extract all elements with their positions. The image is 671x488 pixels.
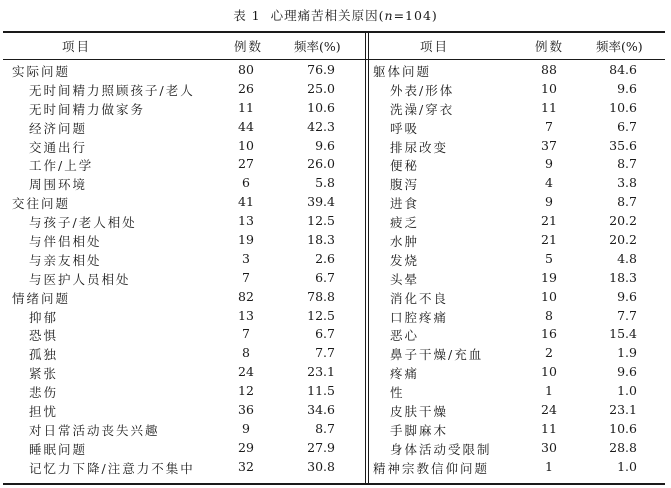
row-count: 19 bbox=[238, 232, 254, 248]
row-item: 进食 bbox=[390, 196, 420, 212]
row-item: 皮肤干燥 bbox=[390, 404, 449, 420]
row-count: 37 bbox=[541, 137, 557, 153]
row-freq: 34.6 bbox=[307, 402, 335, 418]
table-title-post: =104) bbox=[393, 8, 438, 23]
row-freq: 23.1 bbox=[609, 402, 637, 418]
row-count: 41 bbox=[238, 194, 254, 210]
row-count: 29 bbox=[238, 439, 254, 455]
row-freq: 9.6 bbox=[617, 288, 637, 304]
row-item: 鼻子干燥/充血 bbox=[390, 347, 484, 363]
row-freq: 8.7 bbox=[315, 420, 335, 436]
header-rule bbox=[3, 59, 665, 60]
row-count: 10 bbox=[541, 364, 557, 380]
row-freq: 8.7 bbox=[617, 156, 637, 172]
row-freq: 1.0 bbox=[617, 458, 637, 474]
row-freq: 6.7 bbox=[617, 118, 637, 134]
row-count: 21 bbox=[541, 232, 557, 248]
row-freq: 9.6 bbox=[617, 80, 637, 96]
row-item: 口腔疼痛 bbox=[390, 309, 449, 325]
row-count: 10 bbox=[541, 288, 557, 304]
row-count: 9 bbox=[545, 156, 553, 172]
row-item: 实际问题 bbox=[12, 64, 71, 79]
row-item: 便秘 bbox=[390, 158, 420, 174]
column-divider bbox=[365, 31, 366, 485]
row-item: 身体活动受限制 bbox=[390, 441, 492, 457]
row-count: 13 bbox=[238, 307, 254, 323]
row-item: 躯体问题 bbox=[373, 64, 432, 79]
row-count: 3 bbox=[242, 250, 250, 266]
row-count: 88 bbox=[541, 62, 557, 77]
row-count: 12 bbox=[238, 383, 254, 399]
row-item: 紧张 bbox=[29, 366, 59, 382]
header-count-right: 例数 bbox=[535, 39, 565, 54]
row-freq: 10.6 bbox=[609, 420, 637, 436]
row-freq: 12.5 bbox=[307, 213, 335, 229]
row-item: 无时间精力做家务 bbox=[29, 101, 146, 117]
row-count: 11 bbox=[541, 99, 557, 115]
row-freq: 27.9 bbox=[307, 439, 335, 455]
row-item: 排尿改变 bbox=[390, 139, 449, 155]
row-count: 8 bbox=[242, 345, 250, 361]
row-item: 睡眠问题 bbox=[29, 441, 88, 457]
row-item: 对日常活动丧失兴趣 bbox=[29, 422, 160, 438]
header-count-left: 例数 bbox=[234, 39, 264, 54]
row-freq: 20.2 bbox=[609, 232, 637, 248]
bottom-rule bbox=[3, 483, 665, 485]
row-freq: 9.6 bbox=[315, 137, 335, 153]
row-count: 6 bbox=[242, 175, 250, 191]
row-freq: 28.8 bbox=[609, 439, 637, 455]
table-number: 表 1 bbox=[233, 8, 261, 23]
row-freq: 42.3 bbox=[307, 118, 335, 134]
row-count: 9 bbox=[545, 194, 553, 210]
row-item: 头晕 bbox=[390, 271, 420, 287]
column-divider bbox=[368, 31, 369, 485]
row-item: 精神宗教信仰问题 bbox=[373, 460, 490, 476]
row-item: 外表/形体 bbox=[390, 82, 455, 98]
row-item: 疲乏 bbox=[390, 215, 420, 231]
table-title-pre: 心理痛苦相关原因( bbox=[270, 8, 385, 23]
row-item: 与医护人员相处 bbox=[29, 271, 131, 287]
row-freq: 1.9 bbox=[617, 345, 637, 361]
row-count: 44 bbox=[238, 118, 254, 134]
row-item: 呼吸 bbox=[390, 120, 420, 136]
row-freq: 8.7 bbox=[617, 194, 637, 210]
row-count: 1 bbox=[545, 383, 553, 399]
row-freq: 3.8 bbox=[617, 175, 637, 191]
row-count: 30 bbox=[541, 439, 557, 455]
row-freq: 84.6 bbox=[609, 62, 637, 77]
row-freq: 26.0 bbox=[307, 156, 335, 172]
row-item: 工作/上学 bbox=[29, 158, 94, 174]
row-count: 21 bbox=[541, 213, 557, 229]
row-item: 腹泻 bbox=[390, 177, 420, 193]
row-count: 82 bbox=[238, 288, 254, 304]
row-item: 悲伤 bbox=[29, 385, 59, 401]
row-freq: 2.6 bbox=[315, 250, 335, 266]
table-title-var: n bbox=[384, 8, 394, 23]
row-item: 恐惧 bbox=[29, 328, 59, 344]
row-count: 10 bbox=[541, 80, 557, 96]
row-freq: 78.8 bbox=[307, 288, 335, 304]
row-item: 性 bbox=[390, 385, 405, 401]
header-freq-left: 频率(%) bbox=[294, 39, 341, 54]
row-freq: 39.4 bbox=[307, 194, 335, 210]
row-item: 发烧 bbox=[390, 252, 420, 268]
row-count: 32 bbox=[238, 458, 254, 474]
row-freq: 12.5 bbox=[307, 307, 335, 323]
row-freq: 1.0 bbox=[617, 383, 637, 399]
row-count: 80 bbox=[238, 62, 254, 77]
row-freq: 35.6 bbox=[609, 137, 637, 153]
row-count: 10 bbox=[238, 137, 254, 153]
row-item: 周围环境 bbox=[29, 177, 88, 193]
row-count: 16 bbox=[541, 326, 557, 342]
row-count: 27 bbox=[238, 156, 254, 172]
row-freq: 11.5 bbox=[307, 383, 335, 399]
row-count: 13 bbox=[238, 213, 254, 229]
row-freq: 18.3 bbox=[609, 269, 637, 285]
row-count: 2 bbox=[545, 345, 553, 361]
row-freq: 6.7 bbox=[315, 326, 335, 342]
row-count: 9 bbox=[242, 420, 250, 436]
row-count: 36 bbox=[238, 402, 254, 418]
row-item: 水肿 bbox=[390, 234, 420, 250]
row-count: 7 bbox=[242, 269, 250, 285]
header-freq-right: 频率(%) bbox=[596, 39, 643, 54]
row-freq: 15.4 bbox=[609, 326, 637, 342]
row-freq: 9.6 bbox=[617, 364, 637, 380]
row-item: 无时间精力照顾孩子/老人 bbox=[29, 82, 195, 98]
row-item: 交往问题 bbox=[12, 196, 71, 212]
row-item: 抑郁 bbox=[29, 309, 59, 325]
row-freq: 7.7 bbox=[617, 307, 637, 323]
row-item: 经济问题 bbox=[29, 120, 88, 136]
row-item: 洗澡/穿衣 bbox=[390, 101, 455, 117]
row-freq: 30.8 bbox=[307, 458, 335, 474]
row-item: 与伴侣相处 bbox=[29, 234, 102, 250]
row-item: 交通出行 bbox=[29, 139, 88, 155]
header-item-left: 项目 bbox=[62, 39, 92, 54]
row-count: 4 bbox=[545, 175, 553, 191]
row-freq: 10.6 bbox=[609, 99, 637, 115]
row-count: 8 bbox=[545, 307, 553, 323]
row-freq: 5.8 bbox=[315, 175, 335, 191]
row-count: 24 bbox=[541, 402, 557, 418]
row-item: 与孩子/老人相处 bbox=[29, 215, 137, 231]
header-item-right: 项目 bbox=[420, 39, 450, 54]
row-freq: 25.0 bbox=[307, 80, 335, 96]
row-count: 11 bbox=[238, 99, 254, 115]
row-count: 5 bbox=[545, 250, 553, 266]
row-freq: 76.9 bbox=[307, 62, 335, 77]
table-caption bbox=[0, 6, 671, 24]
row-freq: 23.1 bbox=[307, 364, 335, 380]
row-item: 担忧 bbox=[29, 404, 59, 420]
row-count: 19 bbox=[541, 269, 557, 285]
row-freq: 18.3 bbox=[307, 232, 335, 248]
row-freq: 20.2 bbox=[609, 213, 637, 229]
row-count: 1 bbox=[545, 458, 553, 474]
row-count: 7 bbox=[545, 118, 553, 134]
row-freq: 6.7 bbox=[315, 269, 335, 285]
row-item: 消化不良 bbox=[390, 290, 449, 306]
row-freq: 4.8 bbox=[617, 250, 637, 266]
row-freq: 7.7 bbox=[315, 345, 335, 361]
row-count: 7 bbox=[242, 326, 250, 342]
row-freq: 10.6 bbox=[307, 99, 335, 115]
row-item: 孤独 bbox=[29, 347, 59, 363]
row-item: 恶心 bbox=[390, 328, 420, 344]
row-count: 26 bbox=[238, 80, 254, 96]
row-item: 情绪问题 bbox=[12, 290, 71, 306]
row-count: 11 bbox=[541, 420, 557, 436]
row-item: 与亲友相处 bbox=[29, 252, 102, 268]
row-item: 手脚麻木 bbox=[390, 422, 449, 438]
row-count: 24 bbox=[238, 364, 254, 380]
top-rule bbox=[3, 31, 665, 33]
row-item: 疼痛 bbox=[390, 366, 420, 382]
row-item: 记忆力下降/注意力不集中 bbox=[29, 460, 195, 476]
